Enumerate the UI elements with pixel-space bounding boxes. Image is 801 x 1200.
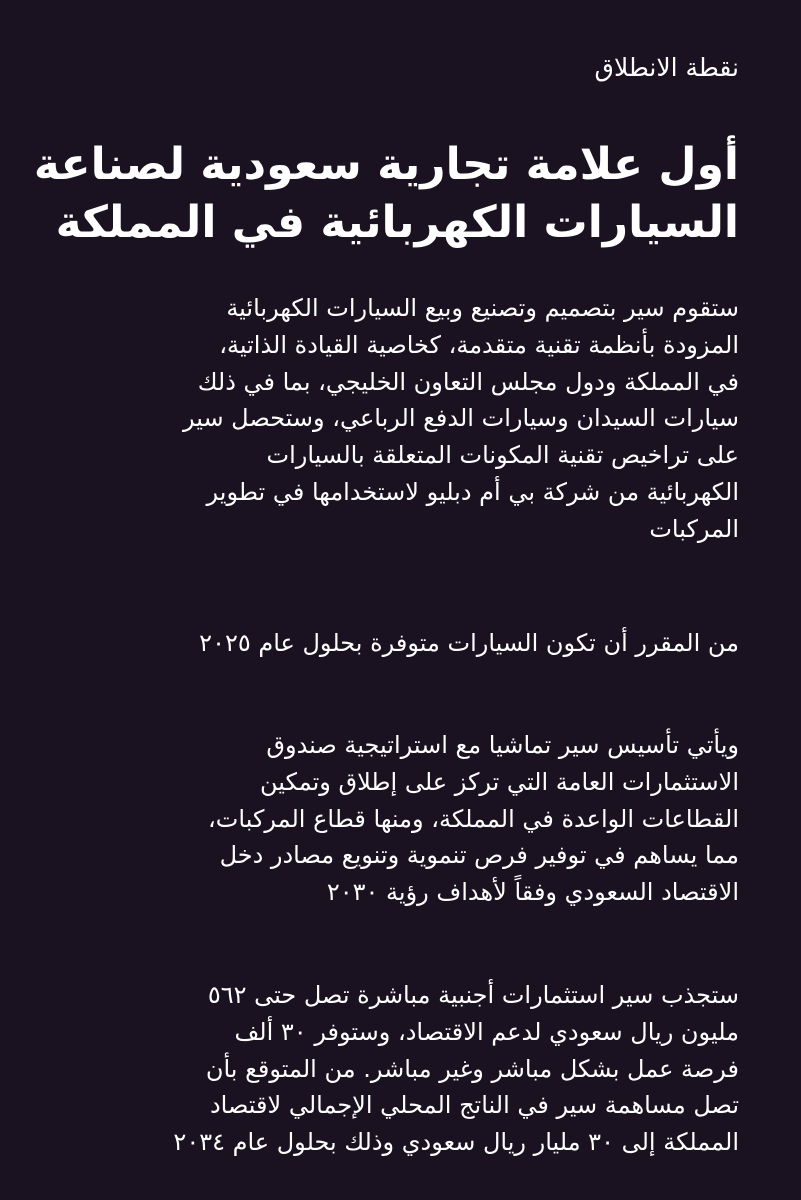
paragraph-line: مما يساهم في توفير فرص تنموية وتنويع مصادر دخل: [219, 841, 739, 870]
paragraph-line: ويأتي تأسيس سير تماشيا مع استراتيجية صندوق: [266, 731, 739, 759]
paragraph-line: من المقرر أن تكون السيارات متوفرة بحلول عام ٢٠٢٥: [199, 629, 739, 657]
paragraph-line: ستقوم سير بتصميم وتصنيع وبيع السيارات الكهربائية: [226, 294, 739, 322]
paragraph-line: المزودة بأنظمة تقنية متقدمة، كخاصية القيادة الذاتية،: [219, 330, 739, 359]
headline: [33, 136, 739, 252]
paragraph-line: فرصة عمل بشكل مباشر وغير مباشر. من المتوقع بأن: [205, 1054, 739, 1083]
paragraph-line: الاستثمارات العامة التي تركز على إطلاق وتمكين: [259, 767, 739, 796]
paragraph-availability: [59, 625, 739, 662]
paragraph-line: المملكة إلى ٣٠ مليار ريال سعودي وذلك بحلول عام ٢٠٣٤: [173, 1128, 739, 1157]
paragraph-line: سيارات السيدان وسيارات الدفع الرباعي، وستحصل سير: [182, 404, 739, 433]
headline-line: السيارات الكهربائية في المملكة: [55, 197, 739, 248]
section-kicker: نقطة الانطلاق: [594, 53, 739, 82]
paragraph-company-overview: [59, 290, 739, 548]
paragraph-strategy: [59, 727, 739, 911]
paragraph-line: المركبات: [649, 514, 739, 543]
paragraph-line: مليون ريال سعودي لدعم الاقتصاد، وستوفر ٣٠ ألف: [234, 1017, 739, 1046]
paragraph-line: في المملكة ودول مجلس التعاون الخليجي، بما في ذلك: [197, 367, 739, 396]
paragraph-line: على تراخيص تقنية المكونات المتعلقة بالسيارات: [266, 441, 739, 470]
paragraph-line: الاقتصاد السعودي وفقاً لأهداف رؤية ٢٠٣٠: [326, 878, 739, 907]
paragraph-line: تصل مساهمة سير في الناتج المحلي الإجمالي لاقتصاد: [209, 1091, 739, 1120]
headline-line: أول علامة تجارية سعودية لصناعة: [33, 139, 739, 190]
paragraph-line: الكهربائية من شركة بي أم دبليو لاستخدامها في تطوير: [206, 477, 739, 506]
paragraph-economic-impact: [59, 977, 739, 1161]
paragraph-line: القطاعات الواعدة في المملكة، ومنها قطاع المركبات،: [208, 804, 739, 833]
paragraph-line: ستجذب سير استثمارات أجنبية مباشرة تصل حتى ٥٦٢: [207, 981, 739, 1009]
